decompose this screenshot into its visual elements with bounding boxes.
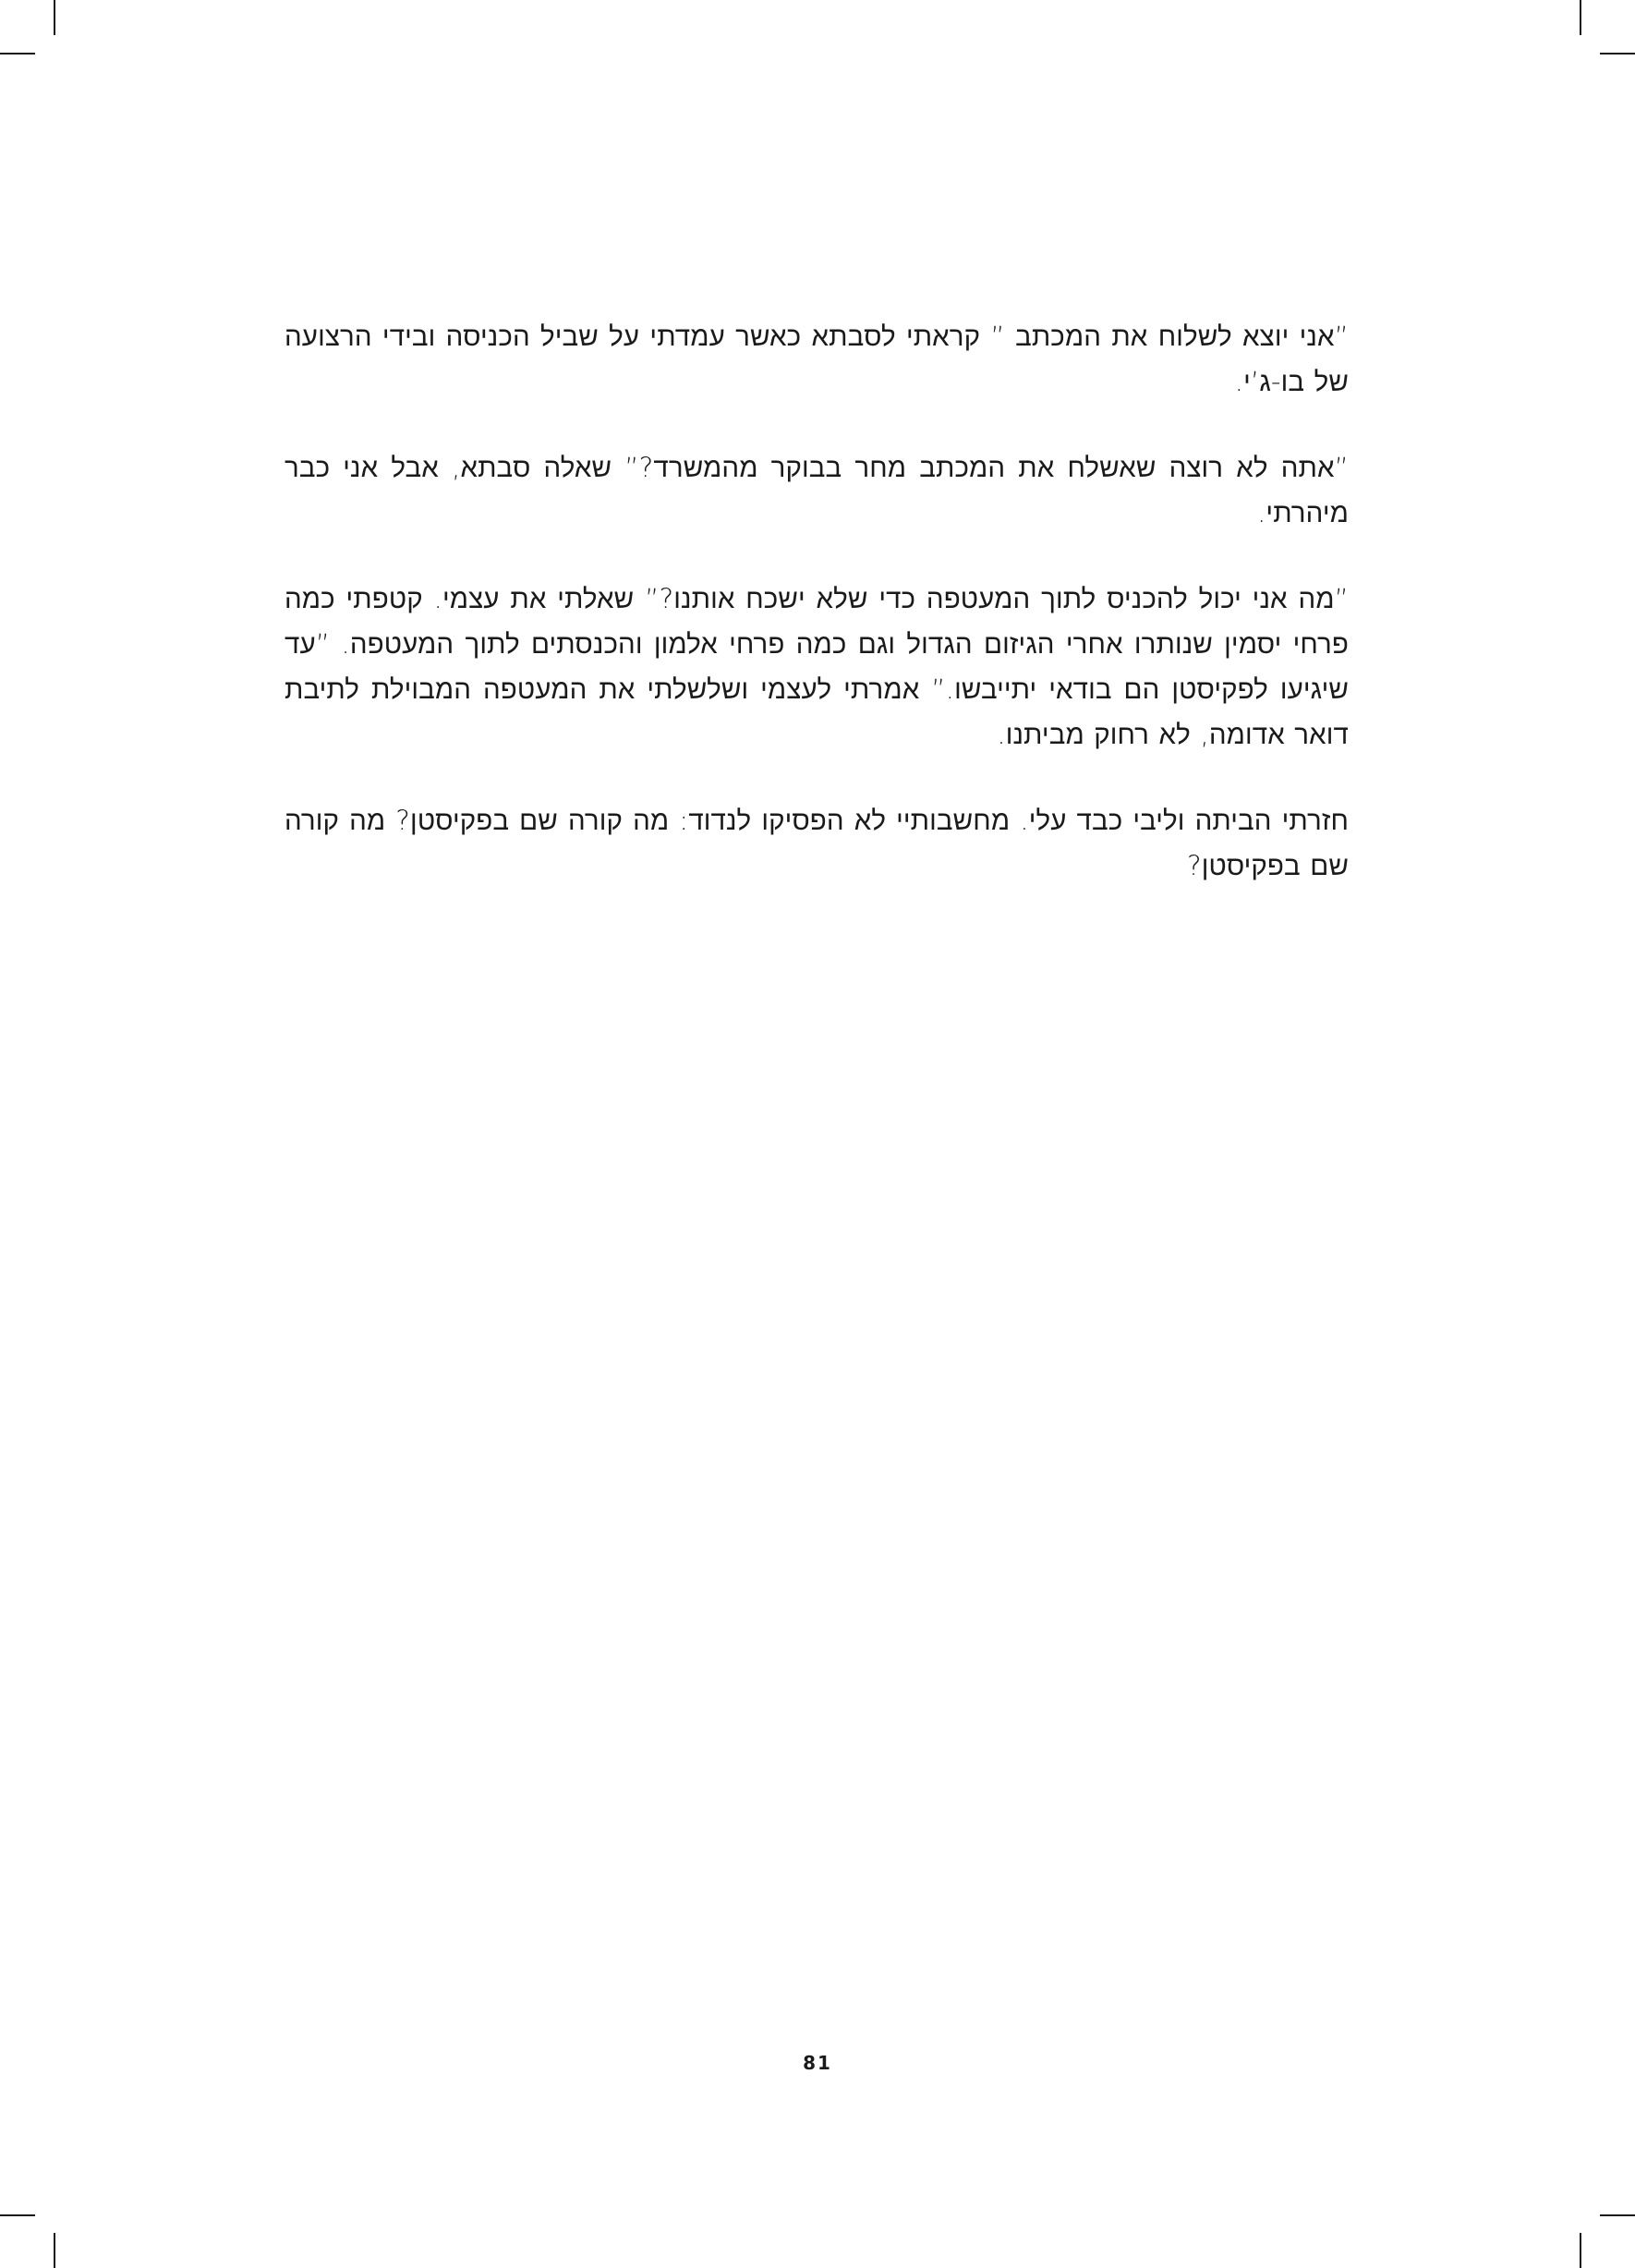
page-number: 81	[803, 2052, 832, 2074]
crop-mark-top-left-vertical	[54, 0, 55, 35]
crop-mark-top-left-horizontal	[0, 53, 35, 55]
crop-mark-bottom-right-horizontal	[1600, 2214, 1635, 2216]
crop-mark-bottom-right-vertical	[1580, 2233, 1581, 2268]
paragraph: חזרתי הביתה וליבי כבד עלי. מחשבותיי לא הפסיקו לנדוד: מה קורה שם בפקיסטן? מה קורה שם בפקיסטן?	[285, 805, 1349, 881]
crop-mark-top-right-vertical	[1580, 0, 1581, 35]
body-text	[285, 314, 1349, 929]
paragraph: ”אני יוצא לשלוח את המכתב ” קראתי לסבתא כאשר עמדתי על שביל הכניסה ובידי הרצועה של בו-ג’י.	[285, 321, 1349, 397]
crop-mark-top-right-horizontal	[1600, 53, 1635, 55]
paragraph: ”מה אני יכול להכניס לתוך המעטפה כדי שלא ישכח אותנו?” שאלתי את עצמי. קטפתי כמה פרחי יסמין שנותרו אחרי הגיזום הגדול וגם כמה פרחי אלמון והכנסתים לתוך המעטפה. ”עד שיגיעו לפקיסטן הם בודאי יתייבשו.” אמרתי לעצמי ושלשלתי את המעטפה המבוילת לתיבת דואר אדומה, לא רחוק מביתנו.	[285, 583, 1349, 750]
crop-mark-bottom-left-vertical	[54, 2233, 55, 2268]
paragraph: ”אתה לא רוצה שאשלח את המכתב מחר בבוקר מהמשרד?” שאלה סבתא, אבל אני כבר מיהרתי.	[285, 452, 1349, 528]
crop-mark-bottom-left-horizontal	[0, 2214, 35, 2216]
